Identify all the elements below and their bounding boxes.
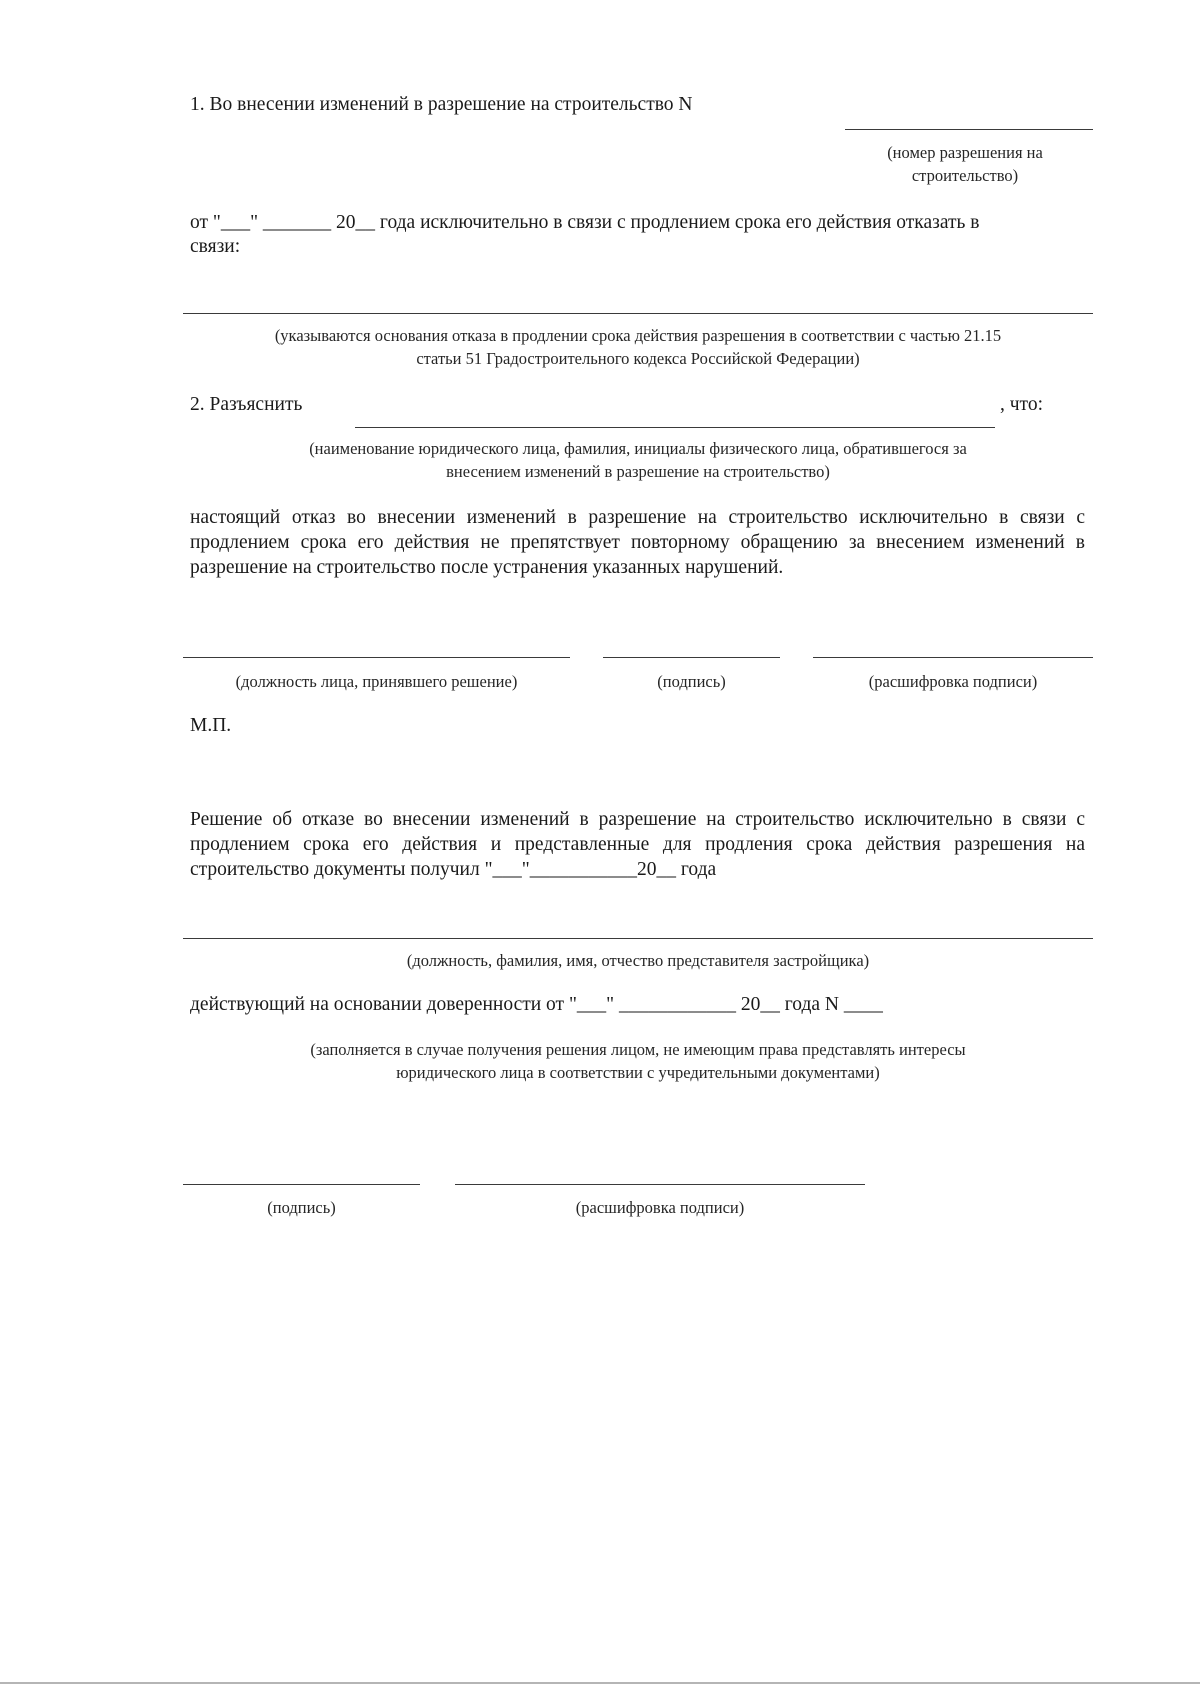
applicant-line [355, 427, 995, 428]
grounds-caption-1: (указываются основания отказа в продлении срока действия разрешения в соответствии с частью 21.15 [274, 326, 1002, 345]
stamp-mark: М.П. [190, 715, 232, 736]
signature-line [603, 657, 780, 658]
receipt-paragraph: Решение об отказе во внесении изменений в разрешение на строительство исключительно в связи с продлением срока его действия и представленные для продления срока действия разрешения на строительство документы получил "___"___________20__ года [190, 809, 1085, 880]
permit-number-caption-1: (номер разрешения на [887, 143, 1043, 162]
grounds-caption-2: статьи 51 Градостроительного кодекса Российской Федерации) [416, 349, 860, 368]
applicant-caption-1: (наименование юридического лица, фамилия, инициалы физического лица, обратившегося за [309, 439, 967, 458]
permit-number-caption-2: строительство) [911, 166, 1019, 185]
permit-refusal-heading: 1. Во внесении изменений в разрешение на строительство N [190, 94, 693, 115]
grounds-line [183, 313, 1093, 314]
fill-caption-2: юридического лица в соответствии с учредительными документами) [396, 1063, 880, 1082]
permit-number-line [845, 129, 1093, 130]
explanation-paragraph: настоящий отказ во внесении изменений в разрешение на строительство исключительно в связи с продлением срока его действия не препятствует повторному обращению за внесением изменений в разрешение на строительство после устранения указанных нарушений. [190, 507, 1085, 578]
explain-suffix: , что: [1000, 394, 1043, 415]
scan-bottom-edge [0, 1682, 1200, 1684]
date-line-continuation: связи: [190, 236, 241, 257]
applicant-caption-2: внесением изменений в разрешение на строительство) [446, 462, 830, 481]
receipt-decoding-line [455, 1184, 865, 1185]
receipt-signature-line [183, 1184, 420, 1185]
position-line [183, 657, 570, 658]
power-of-attorney-line: действующий на основании доверенности от "___" ____________ 20__ года N ____ [190, 994, 883, 1015]
fill-caption-1: (заполняется в случае получения решения лицом, не имеющим права представлять интересы [310, 1040, 966, 1059]
explain-label: 2. Разъяснить [190, 394, 303, 415]
decoding-caption: (расшифровка подписи) [868, 672, 1038, 691]
representative-caption: (должность, фамилия, имя, отчество представителя застройщика) [406, 951, 870, 970]
representative-line [183, 938, 1093, 939]
decoding-line [813, 657, 1093, 658]
receipt-signature-caption: (подпись) [267, 1198, 336, 1217]
receipt-decoding-caption: (расшифровка подписи) [575, 1198, 745, 1217]
signature-caption: (подпись) [657, 672, 726, 691]
position-caption: (должность лица, принявшего решение) [235, 672, 518, 691]
date-line: от "___" _______ 20__ года исключительно в связи с продлением срока его действия отказать в [190, 212, 980, 233]
